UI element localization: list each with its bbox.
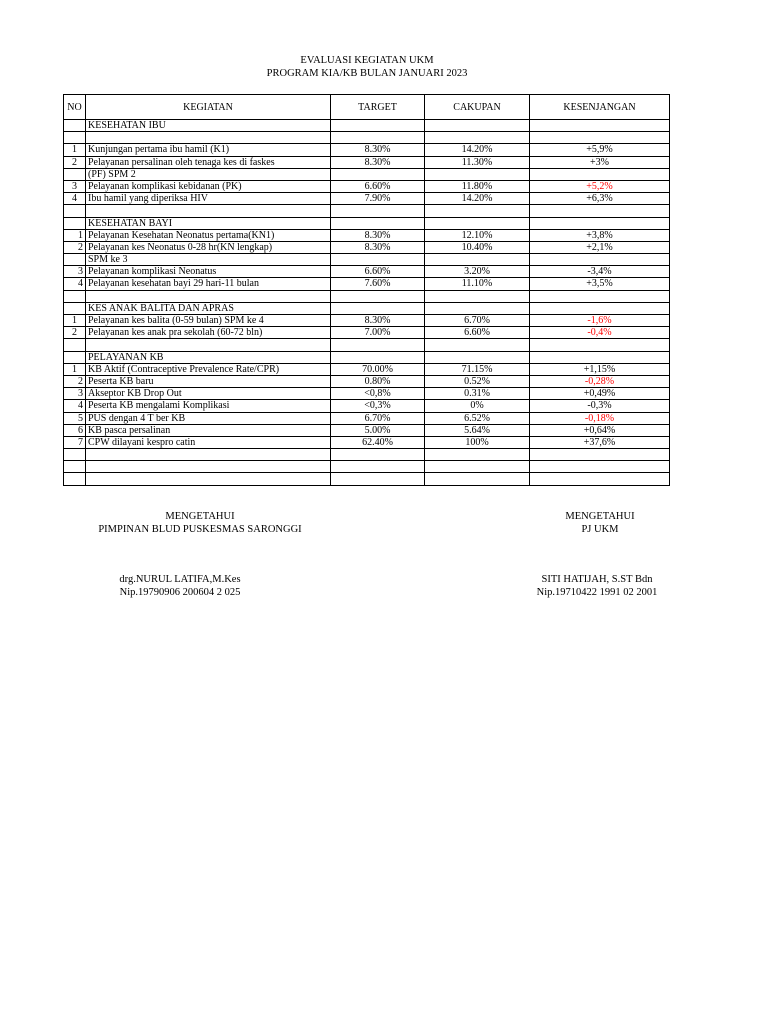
- document-title: EVALUASI KEGIATAN UKM: [300, 55, 434, 66]
- cell-kesenjangan: +3,5%: [530, 278, 670, 290]
- cell-kegiatan: Ibu hamil yang diperiksa HIV: [86, 193, 331, 205]
- table-row: [64, 327, 670, 339]
- table-row: [64, 254, 670, 266]
- cell-kesenjangan: +3,8%: [530, 229, 670, 241]
- table-row: [64, 290, 670, 302]
- cell-cakupan: [425, 168, 530, 180]
- cell-kegiatan: SPM ke 3: [86, 254, 331, 266]
- table-row: [64, 156, 670, 168]
- cell-kesenjangan: +5,2%: [530, 180, 670, 192]
- right-sign-heading: MENGETAHUI: [565, 511, 635, 522]
- table-row: [64, 424, 670, 436]
- cell-kesenjangan: -0,18%: [530, 412, 670, 424]
- cell-kesenjangan: -0,28%: [530, 375, 670, 387]
- cell-target: 6.60%: [331, 180, 425, 192]
- cell-cakupan: [425, 449, 530, 461]
- table-row: [64, 144, 670, 156]
- cell-cakupan: [425, 339, 530, 351]
- cell-kesenjangan: [530, 351, 670, 363]
- cell-no: [64, 168, 86, 180]
- cell-kegiatan: (PF) SPM 2: [86, 168, 331, 180]
- table-row: [64, 193, 670, 205]
- cell-target: [331, 339, 425, 351]
- cell-no: [64, 302, 86, 314]
- cell-kegiatan: Pelayanan Kesehatan Neonatus pertama(KN1): [86, 229, 331, 241]
- table-body: [64, 120, 670, 486]
- table-row: [64, 351, 670, 363]
- cell-kegiatan: KES ANAK BALITA DAN APRAS: [86, 302, 331, 314]
- cell-kesenjangan: [530, 302, 670, 314]
- cell-kegiatan: PUS dengan 4 T ber KB: [86, 412, 331, 424]
- cell-kegiatan: Pelayanan komplikasi kebidanan (PK): [86, 180, 331, 192]
- cell-no: 1: [64, 363, 86, 375]
- cell-no: 7: [64, 436, 86, 448]
- cell-cakupan: 6.70%: [425, 315, 530, 327]
- cell-no: [64, 461, 86, 473]
- table-row: [64, 473, 670, 485]
- cell-cakupan: [425, 217, 530, 229]
- cell-kesenjangan: +0,49%: [530, 388, 670, 400]
- cell-target: [331, 473, 425, 485]
- cell-cakupan: [425, 290, 530, 302]
- cell-no: 1: [64, 315, 86, 327]
- cell-no: [64, 205, 86, 217]
- table-row: [64, 120, 670, 132]
- cell-kegiatan: Pelayanan kes balita (0-59 bulan) SPM ke 4: [86, 315, 331, 327]
- column-header-cakupan: CAKUPAN: [425, 95, 530, 120]
- table-row: [64, 461, 670, 473]
- cell-cakupan: 0.52%: [425, 375, 530, 387]
- cell-kesenjangan: +1,15%: [530, 363, 670, 375]
- cell-kegiatan: [86, 339, 331, 351]
- cell-kegiatan: Pelayanan persalinan oleh tenaga kes di faskes: [86, 156, 331, 168]
- table-row: [64, 412, 670, 424]
- cell-kesenjangan: -3,4%: [530, 266, 670, 278]
- cell-target: 8.30%: [331, 315, 425, 327]
- cell-target: 8.30%: [331, 156, 425, 168]
- cell-cakupan: 11.10%: [425, 278, 530, 290]
- cell-no: [64, 290, 86, 302]
- cell-kesenjangan: +37,6%: [530, 436, 670, 448]
- left-sign-heading: MENGETAHUI: [165, 511, 235, 522]
- cell-kegiatan: Akseptor KB Drop Out: [86, 388, 331, 400]
- cell-no: [64, 132, 86, 144]
- cell-kesenjangan: [530, 132, 670, 144]
- cell-kesenjangan: +6,3%: [530, 193, 670, 205]
- cell-cakupan: [425, 473, 530, 485]
- cell-kesenjangan: [530, 168, 670, 180]
- cell-target: <0,3%: [331, 400, 425, 412]
- cell-cakupan: 12.10%: [425, 229, 530, 241]
- cell-no: [64, 254, 86, 266]
- cell-target: 7.00%: [331, 327, 425, 339]
- cell-target: [331, 217, 425, 229]
- cell-no: 3: [64, 388, 86, 400]
- cell-kegiatan: Kunjungan pertama ibu hamil (K1): [86, 144, 331, 156]
- right-signer-nip: Nip.19710422 1991 02 2001: [536, 587, 658, 598]
- cell-target: [331, 254, 425, 266]
- cell-kesenjangan: [530, 461, 670, 473]
- cell-kegiatan: Pelayanan komplikasi Neonatus: [86, 266, 331, 278]
- cell-kesenjangan: [530, 339, 670, 351]
- cell-target: 7.90%: [331, 193, 425, 205]
- cell-kegiatan: KESEHATAN IBU: [86, 120, 331, 132]
- table-row: [64, 375, 670, 387]
- cell-target: 62.40%: [331, 436, 425, 448]
- cell-kesenjangan: -0,4%: [530, 327, 670, 339]
- cell-target: [331, 461, 425, 473]
- cell-kesenjangan: [530, 473, 670, 485]
- cell-kegiatan: [86, 473, 331, 485]
- cell-kesenjangan: -1,6%: [530, 315, 670, 327]
- cell-no: 2: [64, 156, 86, 168]
- cell-kegiatan: Pelayanan kes Neonatus 0-28 hr(KN lengkap): [86, 241, 331, 253]
- cell-target: 8.30%: [331, 229, 425, 241]
- cell-kegiatan: [86, 205, 331, 217]
- table-row: [64, 449, 670, 461]
- table-row: [64, 132, 670, 144]
- cell-cakupan: [425, 351, 530, 363]
- cell-kegiatan: KB Aktif (Contraceptive Prevalence Rate/CPR): [86, 363, 331, 375]
- table-row: [64, 339, 670, 351]
- cell-kesenjangan: [530, 217, 670, 229]
- cell-cakupan: 0%: [425, 400, 530, 412]
- table-row: [64, 436, 670, 448]
- cell-target: [331, 168, 425, 180]
- right-signer-name: SITI HATIJAH, S.ST Bdn: [541, 574, 653, 585]
- cell-kesenjangan: +0,64%: [530, 424, 670, 436]
- cell-no: 4: [64, 193, 86, 205]
- cell-cakupan: 3.20%: [425, 266, 530, 278]
- cell-no: [64, 339, 86, 351]
- table-row: [64, 388, 670, 400]
- cell-target: 6.60%: [331, 266, 425, 278]
- cell-kegiatan: [86, 132, 331, 144]
- cell-cakupan: [425, 120, 530, 132]
- cell-no: 3: [64, 180, 86, 192]
- cell-cakupan: 11.80%: [425, 180, 530, 192]
- table-row: [64, 217, 670, 229]
- table-row: [64, 205, 670, 217]
- cell-no: 4: [64, 278, 86, 290]
- table-row: [64, 266, 670, 278]
- cell-target: <0,8%: [331, 388, 425, 400]
- cell-target: 6.70%: [331, 412, 425, 424]
- cell-kegiatan: PELAYANAN KB: [86, 351, 331, 363]
- cell-cakupan: [425, 461, 530, 473]
- cell-kegiatan: Pelayanan kes anak pra sekolah (60-72 bln): [86, 327, 331, 339]
- cell-no: [64, 217, 86, 229]
- cell-kegiatan: [86, 290, 331, 302]
- cell-kesenjangan: +3%: [530, 156, 670, 168]
- table-row: [64, 168, 670, 180]
- cell-no: 5: [64, 412, 86, 424]
- cell-cakupan: 100%: [425, 436, 530, 448]
- cell-kesenjangan: [530, 120, 670, 132]
- table-row: [64, 241, 670, 253]
- cell-kesenjangan: -0,3%: [530, 400, 670, 412]
- column-header-kesenjangan: KESENJANGAN: [530, 95, 670, 120]
- cell-no: 4: [64, 400, 86, 412]
- cell-cakupan: 71.15%: [425, 363, 530, 375]
- cell-kegiatan: KESEHATAN BAYI: [86, 217, 331, 229]
- cell-target: 5.00%: [331, 424, 425, 436]
- cell-no: 1: [64, 229, 86, 241]
- cell-target: [331, 205, 425, 217]
- cell-kegiatan: CPW dilayani kespro catin: [86, 436, 331, 448]
- cell-kegiatan: Peserta KB baru: [86, 375, 331, 387]
- cell-cakupan: [425, 302, 530, 314]
- cell-cakupan: 0.31%: [425, 388, 530, 400]
- cell-kegiatan: KB pasca persalinan: [86, 424, 331, 436]
- cell-cakupan: 6.52%: [425, 412, 530, 424]
- cell-kesenjangan: +5,9%: [530, 144, 670, 156]
- left-signer-nip: Nip.19790906 200604 2 025: [119, 587, 241, 598]
- cell-kesenjangan: +2,1%: [530, 241, 670, 253]
- cell-kesenjangan: [530, 290, 670, 302]
- cell-kegiatan: Peserta KB mengalami Komplikasi: [86, 400, 331, 412]
- table-row: [64, 315, 670, 327]
- cell-target: 8.30%: [331, 144, 425, 156]
- cell-no: 2: [64, 241, 86, 253]
- cell-target: [331, 302, 425, 314]
- evaluation-table: [63, 94, 670, 486]
- cell-target: 70.00%: [331, 363, 425, 375]
- cell-kegiatan: [86, 449, 331, 461]
- table-row: [64, 278, 670, 290]
- table-row: [64, 363, 670, 375]
- cell-no: [64, 351, 86, 363]
- cell-cakupan: 11.30%: [425, 156, 530, 168]
- cell-cakupan: 14.20%: [425, 193, 530, 205]
- cell-kegiatan: [86, 461, 331, 473]
- cell-cakupan: 6.60%: [425, 327, 530, 339]
- cell-kesenjangan: [530, 205, 670, 217]
- table-row: [64, 180, 670, 192]
- cell-target: 0.80%: [331, 375, 425, 387]
- table-row: [64, 400, 670, 412]
- cell-target: 7.60%: [331, 278, 425, 290]
- cell-target: 8.30%: [331, 241, 425, 253]
- cell-no: 6: [64, 424, 86, 436]
- column-header-no: NO: [64, 95, 86, 120]
- cell-no: 2: [64, 375, 86, 387]
- cell-target: [331, 132, 425, 144]
- cell-target: [331, 351, 425, 363]
- cell-kesenjangan: [530, 449, 670, 461]
- cell-cakupan: [425, 132, 530, 144]
- table-header-row: [64, 95, 670, 120]
- cell-cakupan: 5.64%: [425, 424, 530, 436]
- cell-no: [64, 120, 86, 132]
- cell-no: 3: [64, 266, 86, 278]
- document-subtitle: PROGRAM KIA/KB BULAN JANUARI 2023: [266, 68, 468, 79]
- cell-cakupan: [425, 205, 530, 217]
- cell-target: [331, 120, 425, 132]
- cell-target: [331, 290, 425, 302]
- cell-kesenjangan: [530, 254, 670, 266]
- left-sign-position: PIMPINAN BLUD PUSKESMAS SARONGGI: [98, 524, 302, 535]
- left-signer-name: drg.NURUL LATIFA,M.Kes: [119, 574, 241, 585]
- table-row: [64, 302, 670, 314]
- cell-cakupan: 10.40%: [425, 241, 530, 253]
- cell-no: [64, 473, 86, 485]
- cell-no: 1: [64, 144, 86, 156]
- cell-no: [64, 449, 86, 461]
- column-header-kegiatan: KEGIATAN: [86, 95, 331, 120]
- cell-cakupan: 14.20%: [425, 144, 530, 156]
- cell-target: [331, 449, 425, 461]
- cell-cakupan: [425, 254, 530, 266]
- column-header-target: TARGET: [331, 95, 425, 120]
- table-row: [64, 229, 670, 241]
- cell-no: 2: [64, 327, 86, 339]
- cell-kegiatan: Pelayanan kesehatan bayi 29 hari-11 bulan: [86, 278, 331, 290]
- right-sign-position: PJ UKM: [581, 524, 619, 535]
